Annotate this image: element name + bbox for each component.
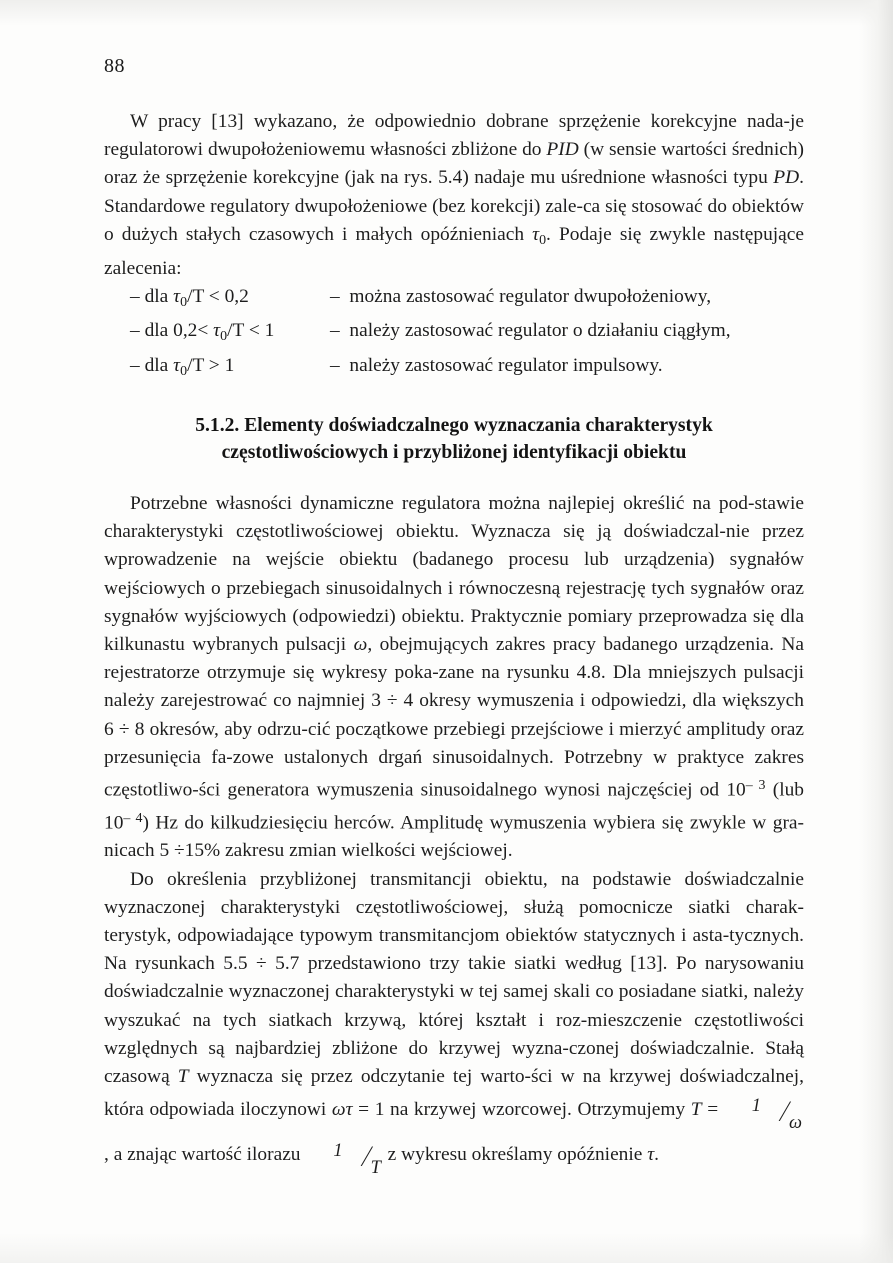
list-dash: –	[130, 354, 140, 376]
condition-label: dla	[144, 286, 169, 308]
paragraph-1	[104, 490, 804, 865]
list-item	[104, 283, 804, 317]
time-constant-symbol: T	[177, 1065, 189, 1087]
p1-part-b: , obejmujących zakres pracy badanego urządzenia. Na rejestratorze otrzymuje się wykresy poka-zane na rysunku 4.8. Dla mniejszych pulsacji należy zarejestrować co najmniej 3 ÷ 4 okresy wymuszenia i odpowiedzi, dla większych 6 ÷ 8 okresów, aby odrzu-cić początkowe przebiegi przejściowe i mierzyć amplitudy oraz przesunięcia fa-zowe ustalonych drgań sinusoidalnych. Potrzebny w praktyce zakres częstotliwo-ści generatora wymuszenia sinusoidalnego wynosi najczęściej od 10	[104, 634, 804, 801]
condition-relation: /T > 1	[187, 354, 235, 376]
scan-edge-right	[859, 0, 893, 1263]
fraction-one-over-t	[307, 1136, 380, 1181]
scan-edge-top	[0, 0, 893, 26]
fraction-numerator: 1	[333, 1140, 343, 1161]
intro-after-pid: (w sensie wartości średnich) oraz że sprzężenie korekcyjne (jak na rys. 5.4) nadaje mu uśrednione własności typu	[104, 139, 805, 189]
action-text: należy zastosować regulator o działaniu ciągłym,	[349, 320, 731, 342]
action	[330, 352, 663, 380]
omega-tau-product: ωτ	[331, 1098, 353, 1120]
condition-subscript: 0	[180, 363, 188, 379]
list-item	[104, 317, 804, 351]
condition	[104, 283, 330, 317]
condition-subscript: 0	[220, 329, 228, 345]
time-constant-symbol-2: T	[690, 1098, 702, 1120]
omega-symbol: ω	[353, 634, 368, 656]
heading-line-2: częstotliwościowych i przybliżonej identyfikacji obiektu	[221, 442, 687, 464]
action-text: należy zastosować regulator impulsowy.	[349, 354, 663, 376]
term-pd: PD	[773, 167, 800, 189]
section-heading	[104, 412, 804, 466]
exponent-minus-four: – 4	[123, 810, 143, 826]
condition-symbol: τ	[173, 286, 181, 308]
exponent-minus-three: – 3	[745, 778, 766, 794]
condition-label: dla	[144, 320, 169, 342]
action	[330, 283, 711, 311]
condition-subscript: 0	[180, 295, 188, 311]
term-pid: PID	[546, 139, 579, 161]
list-item	[104, 352, 804, 386]
fraction-denominator: ω	[788, 1112, 802, 1133]
intro-after-pd: . Standardowe regulatory dwupołożeniowe (bez korekcji) zale-ca się stosować do obiektów o dużych stałych czasowych i małych opóźnieniach	[104, 167, 804, 245]
recommendation-list	[104, 283, 804, 386]
condition	[104, 317, 330, 351]
tau-subscript: 0	[539, 232, 547, 248]
page-number: 88	[104, 55, 125, 77]
intro-lead: W pracy [13] wykazano, że odpowiednio dobrane sprzężenie korekcyjne nada-je regulatorowi dwupołożeniowemu własności zbliżone do	[104, 111, 804, 161]
tau-symbol: τ	[532, 223, 540, 245]
p2-part-d: , a znając wartość ilorazu	[104, 1144, 306, 1166]
p1-part-c: (lub 10	[104, 779, 804, 834]
p2-part-a: Do określenia przybliżonej transmitancji obiektu, na podstawie doświadczalnie wyznaczonej charakterystyki częstotliwościowej, służą pomocnicze siatki charak-terystyk, odpowiadające typowym transmitancjom obiektów statycznych i asta-tycznych. Na rysunkach 5.5 ÷ 5.7 przedstawiono trzy takie siatki według [13]. Po narysowaniu doświadczalnie wyznaczonej charakterystyki w tej samej skali co posiadane siatki, należy wyszukać na tych siatkach krzywą, której kształt i roz-mieszczenie częstotliwości względnych są najbardziej zbliżone do krzywej wyzna-czonej doświadczalnie. Stałą czasową	[104, 868, 804, 1087]
action-dash: –	[330, 286, 340, 308]
fraction-bar: ⁄	[783, 1093, 788, 1128]
p2-part-e: z wykresu określamy opóźnienie	[382, 1144, 648, 1166]
condition-relation: /T < 1	[227, 320, 275, 342]
p2-part-f: .	[654, 1144, 660, 1166]
p2-part-b: wyznacza się przez odczytanie tej warto-ści w na krzywej doświadczalnej, która odpowiada iloczynowi	[104, 1065, 804, 1120]
paragraph-intro	[104, 108, 804, 283]
intro-tail: . Podaje się zwykle następujące zalecenia:	[104, 223, 804, 279]
delay-symbol: τ	[647, 1144, 655, 1166]
list-dash: –	[130, 320, 140, 342]
condition	[104, 352, 330, 386]
page-content	[104, 56, 804, 1181]
paragraph-2	[104, 866, 804, 1182]
condition-symbol: τ	[173, 354, 181, 376]
fraction-numerator: 1	[751, 1095, 761, 1116]
p1-part-d: ) Hz do kilkudziesięciu herców. Amplitudę wymuszenia wybiera się zwykle w gra-nicach 5 ÷15% zakresu zmian wielkości wejściowej.	[104, 812, 804, 862]
condition-label: dla	[144, 354, 169, 376]
p2-equals: =	[701, 1098, 724, 1120]
action	[330, 317, 731, 345]
heading-line-1: 5.1.2. Elementy doświadczalnego wyznaczania charakterystyk	[195, 415, 713, 437]
action-dash: –	[330, 320, 340, 342]
fraction-one-over-omega	[726, 1091, 802, 1136]
scan-edge-bottom	[0, 1233, 893, 1263]
condition-symbol: τ	[213, 320, 221, 342]
condition-relation: /T < 0,2	[187, 286, 249, 308]
fraction-bar: ⁄	[364, 1138, 369, 1173]
action-text: można zastosować regulator dwupołożeniowy,	[349, 286, 712, 308]
list-dash: –	[130, 286, 140, 308]
condition-prefix: 0,2<	[173, 320, 209, 342]
p1-part-a: Potrzebne własności dynamiczne regulatora można najlepiej określić na pod-stawie charakterystyki częstotliwościowej obiektu. Wyznacza się ją doświadczal-nie przez wprowadzenie na wejście obiektu (badanego procesu lub urządzenia) sygnałów wejściowych o przebiegach sinusoidalnych i równoczesną rejestrację tych sygnałów oraz sygnałów wyjściowych (odpowiedzi) obiektu. Praktycznie pomiary przeprowadza się dla kilkunastu wybranych pulsacji	[104, 493, 804, 656]
fraction-denominator: T	[370, 1157, 381, 1178]
p2-part-c: = 1 na krzywej wzorcowej. Otrzymujemy	[352, 1098, 691, 1120]
action-dash: –	[330, 354, 340, 376]
